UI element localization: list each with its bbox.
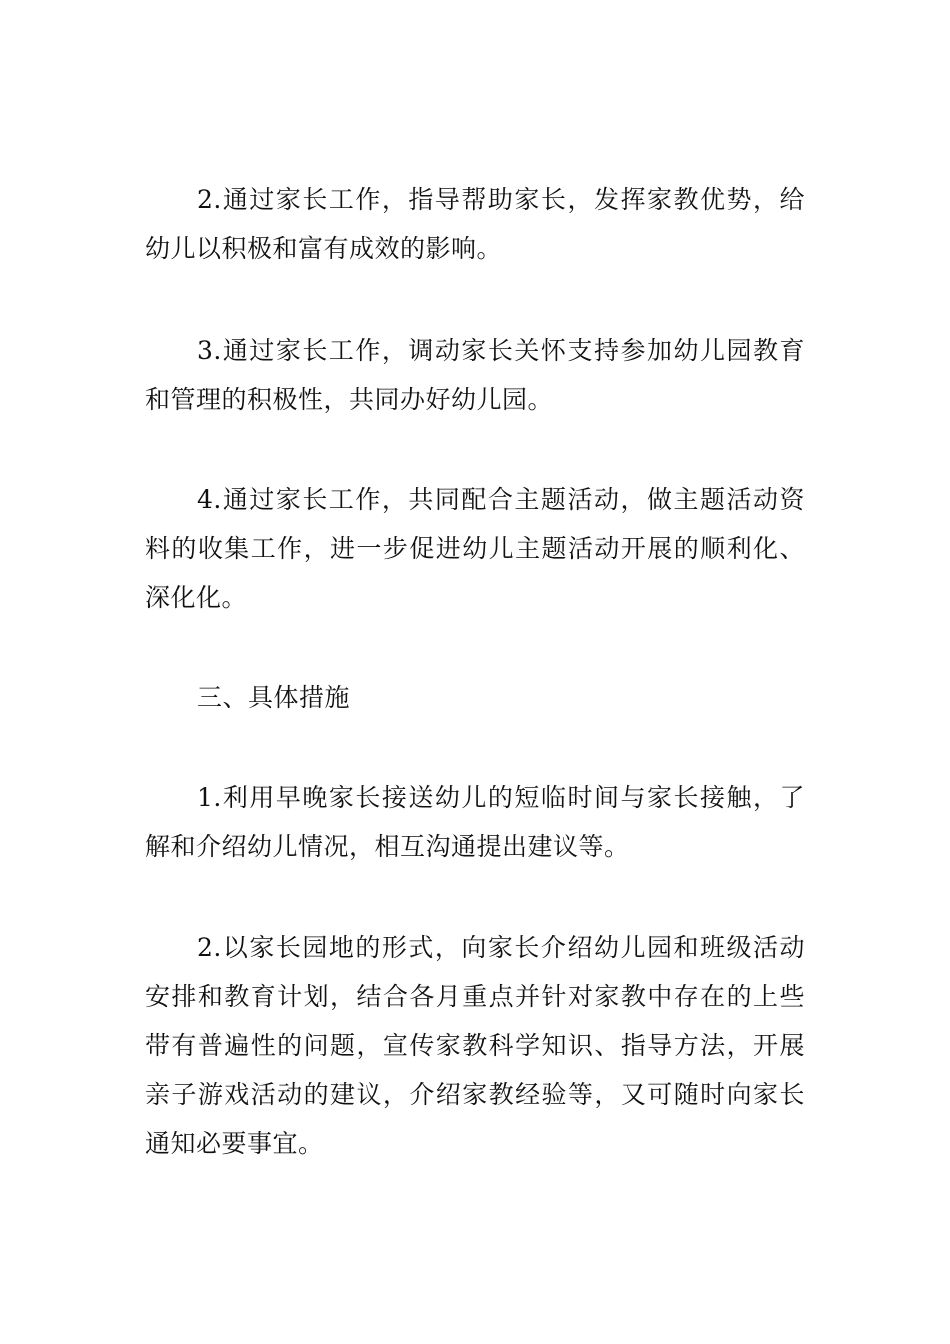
section-heading: 三、具体措施 [197, 683, 351, 712]
paragraph-goal-2: 2.通过家长工作，指导帮助家长，发挥家教优势，给幼儿以积极和富有成效的影响。 [145, 185, 805, 263]
paragraph-goal-4: 4.通过家长工作，共同配合主题活动，做主题活动资料的收集工作，进一步促进幼儿主题活动开展的顺利化、深化化。 [145, 485, 805, 612]
document-page [145, 0, 805, 1344]
paragraph-goal-3: 3.通过家长工作，调动家长关怀支持参加幼儿园教育和管理的积极性，共同办好幼儿园。 [145, 336, 805, 414]
paragraph-measure-2: 2.以家长园地的形式，向家长介绍幼儿园和班级活动安排和教育计划，结合各月重点并针对家教中存在的上些带有普遍性的问题，宣传家教科学知识、指导方法，开展亲子游戏活动的建议，介绍家教经验等，又可随时向家长通知必要事宜。 [145, 933, 805, 1158]
paragraph-measure-1: 1.利用早晚家长接送幼儿的短临时间与家长接触，了解和介绍幼儿情况，相互沟通提出建议等。 [145, 783, 805, 861]
